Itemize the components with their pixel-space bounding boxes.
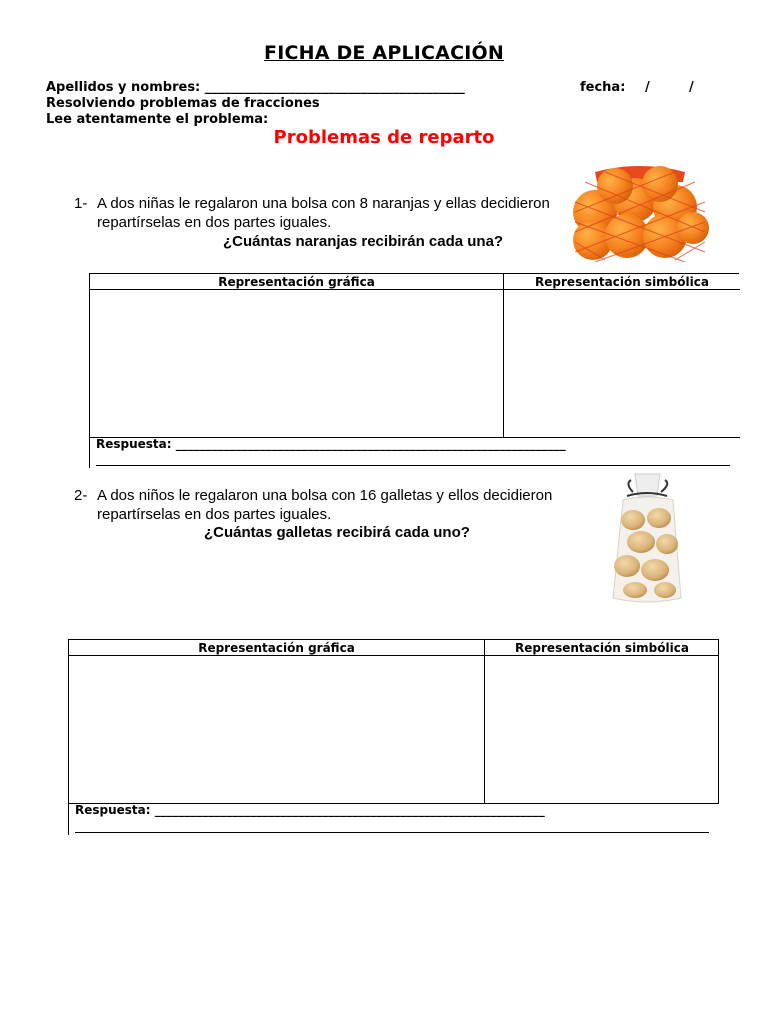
answer-line[interactable]: Respuesta: _________________________________________________________________ [96, 437, 566, 451]
symbolic-representation-area[interactable] [485, 656, 718, 803]
answer-line[interactable]: Respuesta: _________________________________________________________________ [75, 803, 545, 817]
problem-question: ¿Cuántas naranjas recibirán cada una? [223, 233, 504, 250]
problem-text: A dos niñas le regalaron una bolsa con 8 naranjas y ellas decidieron repartírselas en dos partes iguales. [97, 195, 550, 231]
worksheet-title: FICHA DE APLICACIÓN [264, 42, 504, 64]
table-right-border [718, 640, 719, 804]
column-header-symbolic: Representación simbólica [504, 274, 740, 290]
answer-table-2 [68, 639, 719, 835]
date-separator: / [689, 80, 694, 95]
date-label: fecha: [580, 80, 626, 95]
name-field-label[interactable]: Apellidos y nombres: ________________________________________ [46, 80, 465, 95]
problem-text: A dos niños le regalaron una bolsa con 16 galletas y ellos decidieron repartírselas en dos partes iguales. [97, 487, 553, 523]
answer-extra-line[interactable] [75, 832, 709, 833]
problem-number: 1- [74, 195, 88, 212]
answer-table-1 [89, 273, 739, 468]
column-header-graphic: Representación gráfica [69, 640, 484, 656]
column-header-graphic: Representación gráfica [90, 274, 503, 290]
graphic-representation-area[interactable] [90, 290, 503, 437]
section-subtitle: Problemas de reparto [273, 127, 495, 148]
symbolic-representation-area[interactable] [504, 290, 740, 437]
date-separator: / [645, 80, 650, 95]
problem-number: 2- [74, 487, 88, 504]
topic-line: Resolviendo problemas de fracciones [46, 96, 320, 111]
cookie-bag-icon [605, 470, 690, 608]
answer-extra-line[interactable] [96, 465, 730, 466]
column-header-symbolic: Representación simbólica [485, 640, 719, 656]
problem-2 [74, 486, 554, 546]
date-field[interactable] [580, 80, 713, 95]
problem-question: ¿Cuántas galletas recibirá cada uno? [204, 524, 470, 541]
instruction-line: Lee atentamente el problema: [46, 112, 269, 127]
problem-1 [74, 194, 554, 254]
orange-bag-icon [565, 162, 715, 262]
graphic-representation-area[interactable] [69, 656, 484, 803]
